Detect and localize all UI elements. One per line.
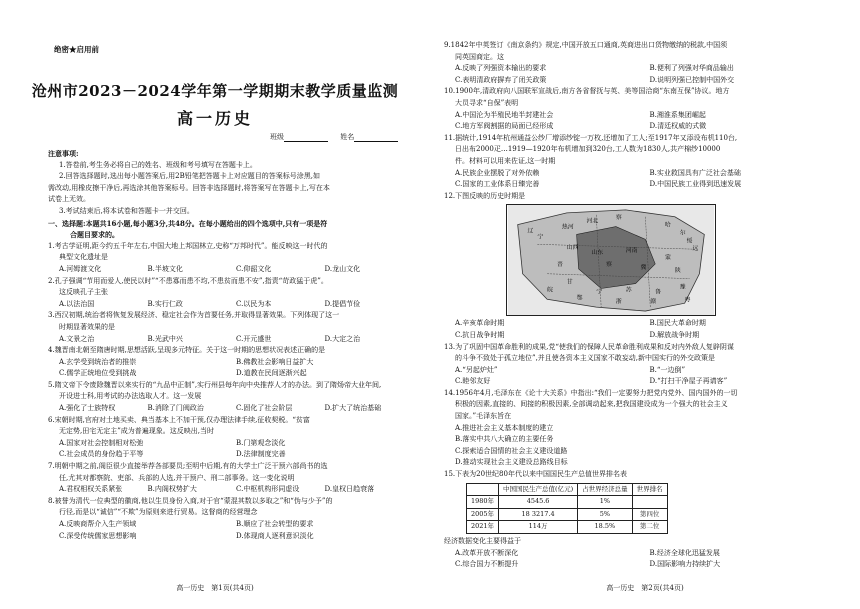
exam-title: 沧州市2023－2024学年第一学期期末教学质量监测 [31, 82, 399, 100]
option-row [444, 110, 844, 122]
option: A.推进社会主义基本制度的建立 [455, 423, 554, 432]
option-row [444, 63, 844, 75]
table-header [467, 483, 499, 496]
gdp-table [466, 483, 668, 534]
table-row [467, 521, 668, 534]
page-footer: 高一历史 第2页(共4页) [606, 584, 684, 592]
map-label: 山东 [591, 250, 604, 257]
question-stem: 典型文化遗址是 [59, 253, 108, 262]
option: C.社会成员的身份趋于平等 [59, 450, 144, 459]
table-cell: 2005年 [467, 508, 499, 521]
notice-item: 3.考试结束后,将本试卷和答题卡一并交回。 [59, 206, 194, 215]
option-row [444, 376, 844, 388]
map-label: 远 [692, 246, 699, 253]
option: A.君权相权关系紧张 [59, 485, 123, 494]
option: A.中国沦为半殖民地半封建社会 [455, 110, 554, 119]
map-label: 晋 [556, 262, 563, 269]
option: A.改革开放不断深化 [455, 548, 519, 557]
option: C.中枢机构形同虚设 [236, 485, 300, 494]
question-stem: 5.隋文帝下令废除魏晋以来实行的“九品中正制”,实行州县每年向中央推荐人才的办法。到了隋炀帝大业年间, [48, 380, 382, 389]
map-label: 哈 [665, 222, 671, 229]
table-cell: 1980年 [467, 496, 499, 509]
option: C.睦邻友好 [455, 377, 491, 386]
map-label: 甘 [566, 279, 573, 286]
option: A.辛亥革命时期 [455, 319, 505, 328]
map-label: 热河 [561, 224, 574, 231]
student-info [270, 132, 408, 142]
map-label: 赣 [650, 299, 657, 306]
option-row [444, 318, 844, 330]
option: A.强化了士族特权 [59, 404, 116, 413]
notice-title: 注意事项: [48, 149, 79, 158]
question-stem: 14.1956年4月,毛泽东在《论十大关系》中指出:“我们一定要努力把党内党外、国内国外的一切 [444, 388, 738, 397]
question-stem: 11.据统计,1914年杭州通益公纱厂增添纱锭一万枚,还增加了工人;至1917年又添设布机110台, [444, 133, 738, 142]
map-label: 浙 [615, 299, 622, 306]
option: D.皇权日趋衰落 [324, 485, 375, 494]
option: B.便利了列强对华商品输出 [649, 64, 734, 73]
question-stem: 2.孔子强调“节用而爱人,使民以时”“不患寡而患不均,不患贫而患不安”,指责“苛政猛于虎”。 [48, 276, 328, 285]
question-stem: 3.西汉初期,统治者将恢复发展经济、稳定社会作为首要任务,并取得显著效果。下列体现了这一 [48, 311, 340, 320]
map-label: 鄂 [576, 295, 583, 302]
option: C.以民为本 [236, 299, 272, 308]
section-heading: 合题目要求的。 [70, 230, 119, 240]
question-stem: 13.为了巩固中国革命胜利的成果,党“使我们的保障人民革命胜利成果和反对内外敌人复辟阴谋 [444, 342, 734, 351]
option-row [444, 559, 844, 571]
option-row [48, 519, 413, 531]
option-row [48, 449, 413, 461]
map-label: 河南 [625, 248, 638, 255]
option: B.实行仁政 [147, 299, 183, 308]
option-row [48, 438, 413, 450]
option: D.解放战争时期 [649, 330, 700, 339]
question-stem: 日出布2000疋…1919—1920年布机增加到320台,工人数为1830人,共产棉纱10000 [455, 145, 721, 154]
exam-subject: 高一历史 [176, 109, 253, 128]
table-cell: 2021年 [467, 521, 499, 534]
table-cell: 第二位 [632, 521, 667, 534]
secret-mark: 绝密★启用前 [54, 45, 99, 54]
option: A.民族企业摆脱了对外依赖 [455, 168, 540, 177]
option: D.清廷权威的式微 [649, 122, 707, 131]
option: C.儒学正统地位受到挑战 [59, 369, 137, 378]
option-row [444, 75, 844, 87]
option-row [444, 168, 844, 180]
table-header: 占世界经济总量 [578, 483, 633, 496]
question-stem: 大员寻求“自保”表明 [455, 98, 519, 107]
option: D.说明列强已控制中国外交 [649, 75, 735, 84]
option-row [444, 179, 844, 191]
option: A.反映商帮介入生产领域 [59, 520, 137, 528]
option-row [48, 531, 413, 543]
table-cell: 18 3217.4 [499, 508, 578, 521]
option: C.开元盛世 [236, 334, 272, 343]
question-stem: 的斗争不致处于孤立地位”,并且使各资本主义国家不敢妄动,新中国实行的外交政策是 [455, 354, 716, 363]
table-cell: 5% [578, 508, 633, 521]
map-label: 察 [615, 215, 622, 222]
option: B.光武中兴 [147, 334, 183, 343]
option: A.国家对社会控制相对松弛 [59, 438, 144, 447]
option-row [444, 365, 844, 377]
option: C.仰韶文化 [236, 264, 272, 273]
option-row [444, 330, 844, 342]
question-stem: 任,尤其对都察院、吏部、兵部的人选,并干预户、刑二部事务。这一变化说明 [59, 473, 295, 482]
option-row [48, 264, 413, 276]
question-stem: 4.魏晋南北朝至隋唐时期,思想活跃,呈现多元特征。关于这一时期的思想状况表述正确的是 [48, 346, 326, 355]
map-label: 苏 [625, 287, 632, 294]
class-blank [284, 134, 328, 142]
question-stem: 行径,而是以“诚信”“不欺”为原则来进行贸易。这督商的经营理念 [59, 508, 258, 517]
table-row [467, 496, 668, 509]
map-label: 陕 [674, 268, 681, 275]
option-row [444, 548, 844, 560]
option: D.道教在民间逐渐兴起 [236, 369, 307, 378]
table-cell: 第四位 [632, 508, 667, 521]
map-label: 鲁 [655, 289, 662, 296]
table-header-row [467, 483, 668, 496]
question-stem: 经济数据变化主要得益于 [444, 537, 521, 545]
option: B.佛教社会影响日益扩大 [236, 357, 314, 366]
option: D.中国民族工业得到迅速发展 [649, 180, 742, 189]
map-label: 皖 [547, 287, 554, 294]
question-stem: 10.1900年,清政府向八国联军宣战后,南方各省督抚与英、美等国洽商“东南互保”协议。地方 [444, 87, 730, 96]
option-row [48, 334, 413, 346]
option: B.国民大革命时期 [649, 319, 706, 328]
option: C.固化了社会阶层 [236, 404, 293, 413]
page-1-body [48, 148, 413, 542]
option: B.落实中共八大确立的主要任务 [455, 435, 554, 444]
option: C.综合国力不断提升 [455, 560, 519, 569]
map-label: 尔 [679, 230, 686, 237]
page-2-body [444, 40, 844, 571]
option: D.法律制度完善 [236, 450, 286, 459]
question-stem: 这反映孔子主张 [59, 288, 108, 297]
notice-item: 1.答卷前,考生务必将自己的姓名、班级和考号填写在答题卡上。 [59, 160, 257, 169]
table-header: 世界排名 [632, 483, 667, 496]
option: B.湘淮系集团崛起 [649, 110, 706, 119]
question-stem: 时期显著效果的是 [59, 322, 115, 331]
option-row [48, 299, 413, 311]
option: B.消除了门阀政治 [147, 404, 204, 413]
option-row [48, 368, 413, 380]
option: B.门第观念淡化 [236, 438, 286, 447]
map-label: 宁 [596, 289, 603, 296]
option: D.大定之治 [324, 334, 361, 343]
question-stem: 6.宋朝时期,官府对土地买卖、典当基本上不加干预,仅办理法律手续,征收契税。“贫富 [48, 415, 310, 424]
map-label: 河北 [586, 218, 599, 225]
question-stem: 国家。”毛泽东旨在 [455, 412, 512, 421]
option: B.“一边倒” [649, 365, 686, 374]
option: C.抗日战争时期 [455, 330, 505, 339]
name-blank [354, 134, 398, 142]
option-row [444, 121, 844, 133]
option: C.深受传统儒家思想影响 [59, 531, 137, 540]
option: C.探索适合国情的社会主义建设道路 [455, 446, 568, 455]
option: B.经济全球化迅猛发展 [649, 548, 720, 557]
option: C.国家的工业体系日臻完善 [455, 180, 540, 189]
notice-item: 2.回答选择题时,选出每小题答案后,用2B铅笔把答题卡上对应题目的答案标号涂黑,如 [59, 172, 320, 181]
question-stem: 件。材料可以用来佐证,这一时期 [455, 156, 556, 165]
option: D.体现商人逐利意识淡化 [236, 531, 314, 540]
map-label: 豫 [679, 284, 686, 291]
option: D.“打扫干净屋子再请客” [649, 377, 728, 386]
option: B.实业救国具有广泛社会基础 [649, 168, 741, 177]
map-label: 蒙 [665, 255, 671, 262]
question-stem: 开设进士科,用考试的办法选取人才。这一发展 [59, 392, 202, 401]
map-label: 冀 [640, 265, 647, 272]
question-stem: 无定势,田宅无定主”成为普遍现象。这反映出,当时 [59, 427, 215, 436]
table-cell: 1% [578, 496, 633, 509]
option: C.表明清政府摒弃了闭关政策 [455, 75, 547, 84]
question-stem: 同英国商定。这 [455, 52, 504, 61]
map-label: 辽 [527, 228, 534, 235]
name-label: 姓名 [340, 133, 355, 141]
option: D.提倡节俭 [324, 299, 361, 308]
question-stem: 12.下图反映的历史时期是 [444, 191, 526, 200]
option: B.半坡文化 [147, 264, 183, 273]
question-stem: 8.被誉为清代一位典型的徽商,他以生员身份入商,对于官“蒙混其数以多取之”和“伪与少予”的 [48, 496, 333, 505]
class-label: 班级 [270, 133, 284, 141]
page-2 [430, 0, 860, 609]
option: D.龙山文化 [324, 264, 361, 273]
map-label: 宁 [537, 234, 544, 241]
question-stem: 9.1842年中英签订《南京条约》规定,中国开放五口通商,英商进出口货物缴纳的税款,中国须 [444, 41, 728, 49]
option: A.玄学受到统治者的推崇 [59, 357, 137, 366]
table-cell: 4545.6 [499, 496, 578, 509]
option: B.顺应了社会转型的要求 [236, 520, 314, 528]
question-stem: 7.明朝中期之前,阁臣很少直接举荐各部要员;至明中后期,有的大学士广泛干预六部尚书的选 [48, 462, 328, 471]
option: B.内阁权势扩大 [147, 485, 197, 494]
option: D.国际影响力持续扩大 [649, 560, 721, 569]
table-cell [632, 496, 667, 509]
option: A.“另起炉灶” [455, 365, 498, 374]
option: A.河姆渡文化 [59, 264, 102, 273]
option-row [48, 403, 413, 415]
option: A.文景之治 [59, 334, 95, 343]
section-heading: 一、选择题:本题共16小题,每小题3分,共48分。在每小题给出的四个选项中,只有一项是符 [48, 218, 328, 228]
option: D.推动实现社会主义建设总路线目标 [455, 458, 568, 467]
map-label: 山西 [566, 245, 579, 252]
question-stem: 15.下表为20世纪80年代以来中国国民生产总值世界排名表 [444, 470, 627, 479]
option-row [48, 484, 413, 496]
notice-item: 需改动,用橡皮擦干净后,再选涂其他答案标号。回答非选择题时,将答案写在答题卡上,写在本 [48, 183, 330, 192]
option-row [48, 357, 413, 369]
table-cell: 18.5% [578, 521, 633, 534]
map-label: 察 [606, 262, 612, 269]
page-footer: 高一历史 第1页(共4页) [176, 584, 254, 592]
map-label: 粤 [684, 297, 691, 304]
question-stem: 积极的因素,直接的、间接的积极因素,全部调动起来,把我国建设成为一个强大的社会主义 [455, 400, 728, 409]
historical-map [506, 204, 716, 316]
notice-item: 试卷上无效。 [48, 195, 90, 204]
table-header: 中国国民生产总值(亿元) [499, 483, 578, 496]
map-label: 绥 [686, 238, 693, 245]
option: C.地方军阀割据的局面已经形成 [455, 122, 554, 131]
option: A.反映了列强资本输出的要求 [455, 64, 547, 73]
option: D.扩大了统治基础 [324, 404, 382, 413]
table-cell: 114万 [499, 521, 578, 534]
question-stem: 1.考古学证明,距今约五千年左右,中国大地上邦国林立,史称“万邦时代”。能反映这一时代的 [48, 241, 328, 250]
option: A.以法治国 [59, 299, 95, 308]
table-row [467, 508, 668, 521]
